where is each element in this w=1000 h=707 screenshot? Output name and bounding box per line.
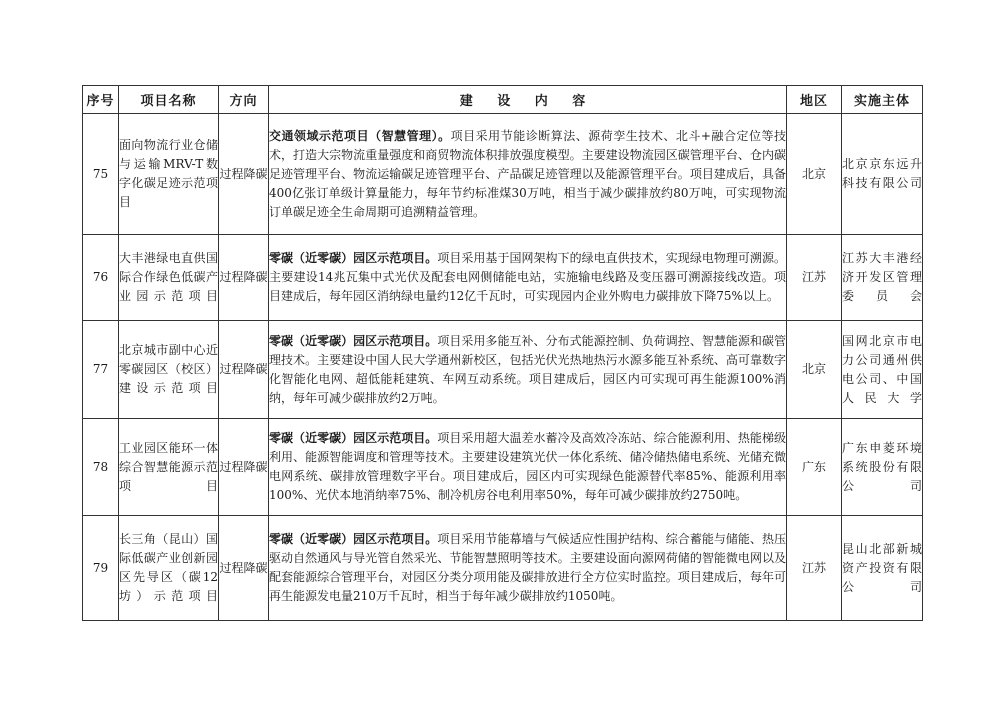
project-name: 长三角（昆山）国际低碳产业创新园区先导区（碳12坊）示范项目 [119,516,219,621]
project-description: 项目采用多能互补、分布式能源控制、负荷调控、智慧能源和碳管理技术。主要建设中国人民大学通州新校区，包括光伏光热地热污水源多能互补系统、高可靠数字化智能化电网、超低能耗建筑、车网互动系统。项目建成后，园区内可实现可再生能源100%消纳，每年可减少碳排放约2万吨。 [269,333,786,405]
header-direction: 方向 [219,86,269,114]
project-description: 项目采用超大温差水蓄冷及高效冷冻站、综合能源利用、热能梯级利用、能源智能调度和管理等技术。主要建设建筑光伏一体化系统、储冷储热储电系统、光储充微电网系统、碳排放管理数字平台。项目建成后，园区内可实现绿色能源替代率85%、能源利用率100%、光伏本地消纳率75%、制冷机房谷电利用率50%，每年可减少碳排放约2750吨。 [269,431,786,502]
implementing-org: 国网北京市电力公司通州供电公司、中国人民大学 [842,321,923,419]
table-row [83,114,923,235]
table-row [83,321,923,419]
row-number: 75 [83,114,119,235]
implementing-org: 江苏大丰港经济开发区管理委员会 [842,235,923,321]
project-direction: 过程降碳 [219,321,269,419]
project-category: 零碳（近零碳）园区示范项目。 [269,251,438,265]
table-header-row [83,86,923,114]
implementing-org: 广东申菱环境系统股份有限公司 [842,419,923,516]
header-no: 序号 [83,86,119,114]
project-direction: 过程降碳 [219,235,269,321]
project-content [269,114,787,235]
row-number: 79 [83,516,119,621]
project-name: 北京城市副中心近零碳园区（校区）建设示范项目 [119,321,219,419]
project-content [269,419,787,516]
implementing-org: 北京京东远升科技有限公司 [842,114,923,235]
project-category: 零碳（近零碳）园区示范项目。 [269,431,438,445]
project-region: 江苏 [787,235,842,321]
project-category: 零碳（近零碳）园区示范项目。 [269,333,438,348]
project-region: 北京 [787,114,842,235]
header-org: 实施主体 [842,86,923,114]
project-content [269,235,787,321]
table-row [83,235,923,321]
project-region: 广东 [787,419,842,516]
project-direction: 过程降碳 [219,114,269,235]
project-description: 项目采用节能幕墙与气候适应性围护结构、综合蓄能与储能、热压驱动自然通风与导光管自然采光、节能智慧照明等技术。主要建设面向源网荷储的智能微电网以及配套能源综合管理平台，对园区分类分项用能及碳排放进行全方位实时监控。项目建成后，每年可再生能源发电量210万千瓦时，相当于每年减少碳排放约1050吨。 [269,532,786,603]
table-row [83,516,923,621]
project-category: 零碳（近零碳）园区示范项目。 [269,532,438,546]
header-region: 地区 [787,86,842,114]
row-number: 76 [83,235,119,321]
header-content: 建 设 内 容 [269,86,787,114]
row-number: 77 [83,321,119,419]
project-description: 项目采用基于国网架构下的绿电直供技术，实现绿电物理可溯源。主要建设14兆瓦集中式光伏及配套电网侧储能电站，实施输电线路及变压器可溯源接线改造。项目建成后，每年园区消纳绿电量约12亿千瓦时，可实现园内企业外购电力碳排放下降75%以上。 [269,251,786,303]
implementing-org: 昆山北部新城资产投资有限公司 [842,516,923,621]
project-description: 项目采用节能诊断算法、源荷孪生技术、北斗+融合定位等技术，打造大宗物流重量强度和商贸物流体积排放强度模型。主要建设物流园区碳管理平台、仓内碳足迹管理平台、物流运输碳足迹管理平台、产品碳足迹管理以及能源管理平台。项目建成后，具备400亿张订单级计算量能力，每年节约标准煤30万吨，相当于减少碳排放约80万吨，可实现物流订单碳足迹全生命周期可追溯精益管理。 [269,128,786,219]
project-name: 工业园区能环一体综合智慧能源示范项目 [119,419,219,516]
project-direction: 过程降碳 [219,516,269,621]
project-region: 江苏 [787,516,842,621]
project-content [269,321,787,419]
header-name: 项目名称 [119,86,219,114]
project-name: 面向物流行业仓储与运输MRV-T数字化碳足迹示范项目 [119,114,219,235]
project-table [82,85,923,621]
table-row [83,419,923,516]
project-category: 交通领域示范项目（智慧管理）。 [269,128,451,143]
project-name: 大丰港绿电直供国际合作绿色低碳产业园示范项目 [119,235,219,321]
project-region: 北京 [787,321,842,419]
row-number: 78 [83,419,119,516]
project-content [269,516,787,621]
project-direction: 过程降碳 [219,419,269,516]
